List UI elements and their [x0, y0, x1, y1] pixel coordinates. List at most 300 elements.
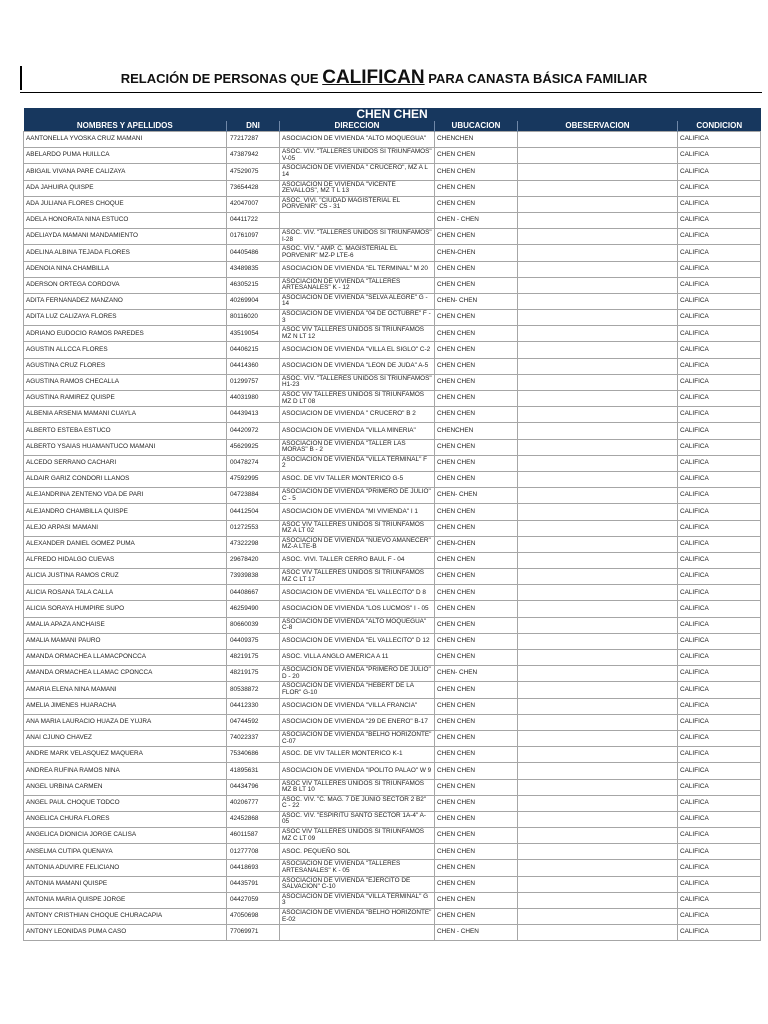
cell-address: ASOC VIV TALLERES UNIDOS SI TRIUNFAMOS MZ B LT 10: [280, 779, 435, 795]
cell-dni: 04406215: [227, 342, 280, 358]
table-body: [24, 132, 761, 941]
cell-dni: 04439413: [227, 407, 280, 423]
table-row: [24, 925, 761, 941]
cell-observation: [518, 569, 678, 585]
cell-dni: 77069971: [227, 925, 280, 941]
cell-name: AGUSTINA CRUZ FLORES: [24, 358, 227, 374]
cell-dni: 40269904: [227, 293, 280, 309]
cell-name: AMELIA JIMENES HUARACHA: [24, 698, 227, 714]
cell-condition: CALIFICA: [678, 423, 761, 439]
cell-address: ASOCIACION DE VIVIENDA "HEBERT DE LA FLOR" G-10: [280, 682, 435, 698]
cell-dni: 80538872: [227, 682, 280, 698]
cell-observation: [518, 876, 678, 892]
table-row: [24, 585, 761, 601]
cell-observation: [518, 212, 678, 228]
cell-location: CHEN CHEN: [435, 229, 518, 245]
cell-address: ASOCIACION DE VIVIENDA "EJERCITO DE SALVACION" C-10: [280, 876, 435, 892]
cell-observation: [518, 795, 678, 811]
table-row: [24, 666, 761, 682]
table-row: [24, 455, 761, 471]
cell-address: ASOCIACION DE VIVIENDA "VILLA TERMINAL" F 2: [280, 455, 435, 471]
cell-dni: 04411722: [227, 212, 280, 228]
cell-address: ASOCIACION DE VIVIENDA "29 DE ENERO" B-17: [280, 714, 435, 730]
table-row: [24, 617, 761, 633]
cell-location: CHEN CHEN: [435, 682, 518, 698]
cell-name: ALICIA SORAYA HUMPIRE SUPO: [24, 601, 227, 617]
cell-condition: CALIFICA: [678, 779, 761, 795]
table-row: [24, 342, 761, 358]
cell-address: ASOCIACION DE VIVIENDA "MI VIVIENDA" I 1: [280, 504, 435, 520]
cell-name: ADA JAHUIRA QUISPE: [24, 180, 227, 196]
cell-name: AGUSTIN ALLCCA FLORES: [24, 342, 227, 358]
cell-location: CHEN CHEN: [435, 439, 518, 455]
cell-name: ABELARDO PUMA HUILLCA: [24, 148, 227, 164]
cell-name: ANDRE MARK VELASQUEZ MAQUERA: [24, 747, 227, 763]
cell-dni: 01272553: [227, 520, 280, 536]
cell-address: ASOCIACION DE VIVIENDA "LOS LUCMOS" I - 05: [280, 601, 435, 617]
cell-location: CHEN CHEN: [435, 326, 518, 342]
cell-observation: [518, 552, 678, 568]
cell-name: ANGELICA CHURA FLORES: [24, 811, 227, 827]
cell-address: ASOCIACION DE VIVIENDA "EL VALLECITO" D 8: [280, 585, 435, 601]
cell-condition: CALIFICA: [678, 844, 761, 860]
cell-location: CHEN - CHEN: [435, 925, 518, 941]
cell-dni: 77217287: [227, 132, 280, 148]
cell-observation: [518, 633, 678, 649]
cell-condition: CALIFICA: [678, 245, 761, 261]
header-address: DIRECCION: [280, 121, 435, 132]
cell-name: AMANDA ORMACHEA LLAMAC CPONCCA: [24, 666, 227, 682]
cell-condition: CALIFICA: [678, 196, 761, 212]
table-row: [24, 552, 761, 568]
cell-dni: 01761097: [227, 229, 280, 245]
cell-name: ALCEDO SERRANO CACHARI: [24, 455, 227, 471]
cell-location: CHEN CHEN: [435, 828, 518, 844]
sector-band: CHEN CHEN: [24, 108, 761, 121]
cell-observation: [518, 666, 678, 682]
cell-address: ASOCIACION DE VIVIENDA "TALLER LAS MORAS" B - 2: [280, 439, 435, 455]
table-row: [24, 650, 761, 666]
cell-address: ASOCIACION DE VIVIENDA " CRUCERO", MZ A L 14: [280, 164, 435, 180]
document-title: [0, 66, 768, 91]
cell-name: ALBERTO YSAIAS HUAMANTUCO MAMANI: [24, 439, 227, 455]
cell-dni: 00478274: [227, 455, 280, 471]
table-row: [24, 698, 761, 714]
cell-condition: CALIFICA: [678, 407, 761, 423]
cell-location: CHEN CHEN: [435, 261, 518, 277]
cell-dni: 73939838: [227, 569, 280, 585]
cell-address: ASOC. VIV. "TALLERES UNIDOS SI TRIUNFAMOS" H1-23: [280, 374, 435, 390]
cell-dni: 44031980: [227, 391, 280, 407]
cell-observation: [518, 763, 678, 779]
cell-dni: 40206777: [227, 795, 280, 811]
cell-dni: 47387942: [227, 148, 280, 164]
table-row: [24, 261, 761, 277]
cell-name: ALFREDO HIDALGO CUEVAS: [24, 552, 227, 568]
cell-address: ASOC VIV TALLERES UNIDOS SI TRIUNFAMOS MZ C LT 17: [280, 569, 435, 585]
cell-location: CHEN CHEN: [435, 407, 518, 423]
cell-address: ASOCIACION DE VIVIENDA "PRIMERO DE JULIO" C - 5: [280, 488, 435, 504]
table-row: [24, 730, 761, 746]
cell-name: ADELA HONORATA NINA ESTUCO: [24, 212, 227, 228]
header-dni: DNI: [227, 121, 280, 132]
cell-address: ASOCIACION DE VIVIENDA "VILLA EL SIGLO" C-2: [280, 342, 435, 358]
cell-location: CHEN CHEN: [435, 795, 518, 811]
table-row: [24, 892, 761, 908]
table-row: [24, 763, 761, 779]
cell-location: CHEN CHEN: [435, 374, 518, 390]
table-row: [24, 245, 761, 261]
table-row: [24, 844, 761, 860]
cell-dni: 46305215: [227, 277, 280, 293]
cell-condition: CALIFICA: [678, 795, 761, 811]
table-row: [24, 811, 761, 827]
cell-name: ALICIA ROSANA TALA CALLA: [24, 585, 227, 601]
cell-dni: 47592995: [227, 471, 280, 487]
cell-location: CHEN- CHEN: [435, 293, 518, 309]
title-prefix: RELACIÓN DE PERSONAS QUE: [120, 71, 323, 86]
header-observation: OBESERVACION: [518, 121, 678, 132]
table-row: [24, 310, 761, 326]
cell-dni: 01277708: [227, 844, 280, 860]
table-row: [24, 326, 761, 342]
cell-observation: [518, 132, 678, 148]
cell-dni: 47322298: [227, 536, 280, 552]
cell-address: ASOCIACION DE VIVIENDA "EL VALLECITO" D 12: [280, 633, 435, 649]
cell-dni: 48219175: [227, 650, 280, 666]
table-row: [24, 714, 761, 730]
cell-observation: [518, 585, 678, 601]
cell-location: CHEN CHEN: [435, 844, 518, 860]
cell-observation: [518, 391, 678, 407]
cell-condition: CALIFICA: [678, 277, 761, 293]
cell-dni: 74022337: [227, 730, 280, 746]
cell-location: CHEN CHEN: [435, 617, 518, 633]
cell-dni: 42047007: [227, 196, 280, 212]
cell-condition: CALIFICA: [678, 682, 761, 698]
cell-location: CHEN CHEN: [435, 892, 518, 908]
cell-condition: CALIFICA: [678, 892, 761, 908]
cell-observation: [518, 650, 678, 666]
cell-dni: 04408667: [227, 585, 280, 601]
cell-location: CHEN CHEN: [435, 747, 518, 763]
cell-condition: CALIFICA: [678, 229, 761, 245]
cell-name: AANTONELLA YVOSKA CRUZ MAMANI: [24, 132, 227, 148]
cell-location: CHEN CHEN: [435, 730, 518, 746]
cell-condition: CALIFICA: [678, 617, 761, 633]
cell-observation: [518, 196, 678, 212]
cell-dni: 43519054: [227, 326, 280, 342]
cell-observation: [518, 844, 678, 860]
cell-address: ASOC. VIVI. TALLER CERRO BAUL F - 04: [280, 552, 435, 568]
cell-dni: 04412504: [227, 504, 280, 520]
cell-name: ABIGAIL VIVANA PARE CALIZAYA: [24, 164, 227, 180]
cell-address: ASOC. VIV. "TALLERES UNIDOS SI TRIUNFAMOS" I-28: [280, 229, 435, 245]
table-row: [24, 633, 761, 649]
cell-location: CHEN CHEN: [435, 342, 518, 358]
table-row: [24, 196, 761, 212]
cell-condition: CALIFICA: [678, 876, 761, 892]
cell-observation: [518, 407, 678, 423]
cell-address: ASOCIACION DE VIVIENDA "EL TERMINAL" M 20: [280, 261, 435, 277]
cell-location: CHEN CHEN: [435, 601, 518, 617]
cell-dni: 04435791: [227, 876, 280, 892]
cell-address: ASOCIACION DE VIVIENDA " CRUCERO" B 2: [280, 407, 435, 423]
cell-location: CHEN CHEN: [435, 714, 518, 730]
title-suffix: PARA CANASTA BÁSICA FAMILIAR: [424, 71, 648, 86]
cell-observation: [518, 342, 678, 358]
cell-condition: CALIFICA: [678, 310, 761, 326]
table-row: [24, 471, 761, 487]
cell-name: ADITA LUZ CALIZAYA FLORES: [24, 310, 227, 326]
cell-name: ALBENIA ARSENIA MAMANI CUAYLA: [24, 407, 227, 423]
cell-dni: 04420972: [227, 423, 280, 439]
cell-dni: 04744592: [227, 714, 280, 730]
cell-observation: [518, 180, 678, 196]
cell-dni: 04412330: [227, 698, 280, 714]
cell-address: ASOC. VIV. "ESPIRITU SANTO SECTOR 1A-4" A-05: [280, 811, 435, 827]
cell-address: ASOCIACION DE VIVIENDA "NUEVO AMANECER" MZ-A LTE-B: [280, 536, 435, 552]
cell-location: CHEN CHEN: [435, 520, 518, 536]
cell-condition: CALIFICA: [678, 520, 761, 536]
cell-observation: [518, 520, 678, 536]
column-header-row: [24, 121, 761, 132]
cell-observation: [518, 536, 678, 552]
table-row: [24, 277, 761, 293]
cell-address: ASOC. VIV. "TALLERES UNIDOS SI TRIUNFAMOS" V-05: [280, 148, 435, 164]
cell-condition: CALIFICA: [678, 391, 761, 407]
cell-location: CHEN CHEN: [435, 633, 518, 649]
cell-address: ASOCIACION DE VIVIENDA "SELVA ALEGRE" G - 14: [280, 293, 435, 309]
cell-observation: [518, 164, 678, 180]
beneficiaries-table: [23, 108, 761, 941]
cell-observation: [518, 828, 678, 844]
table-row: [24, 747, 761, 763]
cell-condition: CALIFICA: [678, 536, 761, 552]
table-row: [24, 682, 761, 698]
cell-location: CHEN CHEN: [435, 471, 518, 487]
cell-condition: CALIFICA: [678, 293, 761, 309]
table-row: [24, 358, 761, 374]
cell-location: CHEN CHEN: [435, 455, 518, 471]
table-row: [24, 423, 761, 439]
cell-dni: 04414360: [227, 358, 280, 374]
cell-name: AGUSTINA RAMIREZ QUISPE: [24, 391, 227, 407]
cell-observation: [518, 779, 678, 795]
cell-name: ANTONY CRISTHIAN CHOQUE CHURACAPIA: [24, 909, 227, 925]
cell-address: ASOCIACION DE VIVIENDA "ALTO MOQUEGUA" C-8: [280, 617, 435, 633]
table-row: [24, 293, 761, 309]
table-row: [24, 229, 761, 245]
cell-location: CHEN CHEN: [435, 909, 518, 925]
cell-observation: [518, 714, 678, 730]
cell-name: AMARIA ELENA NINA MAMANI: [24, 682, 227, 698]
header-names: NOMBRES Y APELLIDOS: [24, 121, 227, 132]
cell-condition: CALIFICA: [678, 552, 761, 568]
table-row: [24, 828, 761, 844]
cell-location: CHEN-CHEN: [435, 245, 518, 261]
cell-address: [280, 925, 435, 941]
header-location: UBUCACION: [435, 121, 518, 132]
cell-address: ASOCIACION DE VIVIENDA "LEON DE JUDA" A-5: [280, 358, 435, 374]
cell-name: ADELIAYDA MAMANI MANDAMIENTO: [24, 229, 227, 245]
cell-dni: 42452868: [227, 811, 280, 827]
cell-observation: [518, 148, 678, 164]
cell-condition: CALIFICA: [678, 925, 761, 941]
table-row: [24, 488, 761, 504]
cell-condition: CALIFICA: [678, 730, 761, 746]
cell-location: CHEN CHEN: [435, 148, 518, 164]
cell-condition: CALIFICA: [678, 569, 761, 585]
cell-observation: [518, 860, 678, 876]
cell-address: ASOCIACION DE VIVIENDA "BELHO HORIZONTE" E-02: [280, 909, 435, 925]
cell-condition: CALIFICA: [678, 471, 761, 487]
cell-condition: CALIFICA: [678, 698, 761, 714]
table-row: [24, 795, 761, 811]
table-row: [24, 132, 761, 148]
cell-address: ASOCIACION DE VIVIENDA "VILLA FRANCIA": [280, 698, 435, 714]
cell-location: CHEN CHEN: [435, 196, 518, 212]
cell-location: CHEN CHEN: [435, 569, 518, 585]
cell-name: ADRIANO EUDOCIO RAMOS PAREDES: [24, 326, 227, 342]
cell-name: AMANDA ORMACHEA LLAMACPONCCA: [24, 650, 227, 666]
cell-location: CHEN- CHEN: [435, 666, 518, 682]
cell-observation: [518, 471, 678, 487]
cell-observation: [518, 698, 678, 714]
cell-dni: 04434796: [227, 779, 280, 795]
cell-condition: CALIFICA: [678, 828, 761, 844]
cell-observation: [518, 310, 678, 326]
cell-address: ASOC. DE VIV TALLER MONTERICO K-1: [280, 747, 435, 763]
table-row: [24, 601, 761, 617]
cell-name: ADENOIA NINA CHAMBILLA: [24, 261, 227, 277]
cell-observation: [518, 277, 678, 293]
cell-address: ASOCIACION DE VIVIENDA "TALLERES ARTESANALES" K - 05: [280, 860, 435, 876]
cell-observation: [518, 747, 678, 763]
cell-condition: CALIFICA: [678, 180, 761, 196]
cell-dni: 46011587: [227, 828, 280, 844]
table-row: [24, 569, 761, 585]
cell-condition: CALIFICA: [678, 633, 761, 649]
cell-condition: CALIFICA: [678, 714, 761, 730]
cell-name: ALDAIR GARIZ CONDORI LLANOS: [24, 471, 227, 487]
table-row: [24, 536, 761, 552]
table-row: [24, 148, 761, 164]
cell-name: ALEJO ARPASI MAMANI: [24, 520, 227, 536]
cell-condition: CALIFICA: [678, 747, 761, 763]
cell-condition: CALIFICA: [678, 860, 761, 876]
cell-observation: [518, 358, 678, 374]
cell-name: ANDREA RUFINA RAMOS NINA: [24, 763, 227, 779]
cell-dni: 41895631: [227, 763, 280, 779]
cell-address: ASOCIACION DE VIVIENDA "BELHO HORIZONTE" C-07: [280, 730, 435, 746]
cell-name: ANSELMA CUTIPA QUENAYA: [24, 844, 227, 860]
cell-observation: [518, 439, 678, 455]
cell-location: CHEN CHEN: [435, 277, 518, 293]
cell-dni: 46259490: [227, 601, 280, 617]
cell-name: ANA MARIA LAURACIO HUAZA DE YUJRA: [24, 714, 227, 730]
cell-location: CHEN CHEN: [435, 180, 518, 196]
cell-condition: CALIFICA: [678, 488, 761, 504]
cell-location: CHEN CHEN: [435, 358, 518, 374]
cell-dni: 01299757: [227, 374, 280, 390]
cell-location: CHEN CHEN: [435, 860, 518, 876]
cell-dni: 80660039: [227, 617, 280, 633]
cell-name: ADA JULIANA FLORES CHOQUE: [24, 196, 227, 212]
cell-location: CHEN CHEN: [435, 164, 518, 180]
cell-location: CHEN CHEN: [435, 504, 518, 520]
table-row: [24, 779, 761, 795]
cell-address: [280, 212, 435, 228]
cell-observation: [518, 504, 678, 520]
cell-dni: 73654428: [227, 180, 280, 196]
cell-location: CHEN CHEN: [435, 585, 518, 601]
cell-name: ANAI CJUNO CHAVEZ: [24, 730, 227, 746]
table-row: [24, 180, 761, 196]
cell-location: CHEN CHEN: [435, 811, 518, 827]
cell-address: ASOCIACION DE VIVIENDA "04 DE OCTUBRE" F - 3: [280, 310, 435, 326]
cell-observation: [518, 811, 678, 827]
cell-dni: 48219175: [227, 666, 280, 682]
cell-dni: 04405486: [227, 245, 280, 261]
cell-dni: 80116020: [227, 310, 280, 326]
cell-observation: [518, 682, 678, 698]
cell-name: ADELINA ALBINA TEJADA FLORES: [24, 245, 227, 261]
cell-dni: 45629925: [227, 439, 280, 455]
table-row: [24, 374, 761, 390]
cell-name: ADITA FERNANADEZ MANZANO: [24, 293, 227, 309]
cell-observation: [518, 374, 678, 390]
cell-name: AGUSTINA RAMOS CHECALLA: [24, 374, 227, 390]
cell-observation: [518, 488, 678, 504]
table-row: [24, 876, 761, 892]
cell-dni: 04723884: [227, 488, 280, 504]
cell-name: ANTONIA MARIA QUISPE JORGE: [24, 892, 227, 908]
cell-location: CHEN CHEN: [435, 876, 518, 892]
cell-dni: 47529075: [227, 164, 280, 180]
cell-name: ALBERTO ESTEBA ESTUCO: [24, 423, 227, 439]
cell-location: CHEN CHEN: [435, 763, 518, 779]
cell-address: ASOCIACION DE VIVIENDA "PRIMERO DE JULIO" D - 20: [280, 666, 435, 682]
cell-dni: 29678420: [227, 552, 280, 568]
cell-condition: CALIFICA: [678, 212, 761, 228]
cell-address: ASOC VIV TALLERES UNIDOS SI TRIUNFAMOS MZ D LT 08: [280, 391, 435, 407]
cell-observation: [518, 925, 678, 941]
cell-observation: [518, 245, 678, 261]
cell-observation: [518, 326, 678, 342]
table-row: [24, 212, 761, 228]
cell-address: ASOC. PEQUEÑO SOL: [280, 844, 435, 860]
cell-address: ASOC. DE VIV TALLER MONTERICO G-5: [280, 471, 435, 487]
cell-name: ALEJANDRINA ZENTENO VDA DE PARI: [24, 488, 227, 504]
cell-address: ASOC VIV TALLERES UNIDOS SI TRIUNFAMOS MZ C LT 09: [280, 828, 435, 844]
cell-address: ASOCIACION DE VIVIENDA "TALLERES ARTESANALES" K - 12: [280, 277, 435, 293]
cell-observation: [518, 601, 678, 617]
cell-observation: [518, 261, 678, 277]
cell-condition: CALIFICA: [678, 909, 761, 925]
title-emphasis: CALIFICAN: [322, 67, 425, 88]
cell-address: ASOC. VIV. "C. MAG. 7 DE JUNIO SECTOR 2 B2" C - 22: [280, 795, 435, 811]
table-row: [24, 520, 761, 536]
cell-condition: CALIFICA: [678, 374, 761, 390]
cell-condition: CALIFICA: [678, 601, 761, 617]
cell-condition: CALIFICA: [678, 132, 761, 148]
cell-condition: CALIFICA: [678, 439, 761, 455]
cell-address: ASOC VIV TALLERES UNIDOS SI TRIUNFAMOS MZ A LT 02: [280, 520, 435, 536]
table-row: [24, 909, 761, 925]
cell-location: CHEN CHEN: [435, 391, 518, 407]
cell-name: ANTONY LEONIDAS PUMA CASO: [24, 925, 227, 941]
